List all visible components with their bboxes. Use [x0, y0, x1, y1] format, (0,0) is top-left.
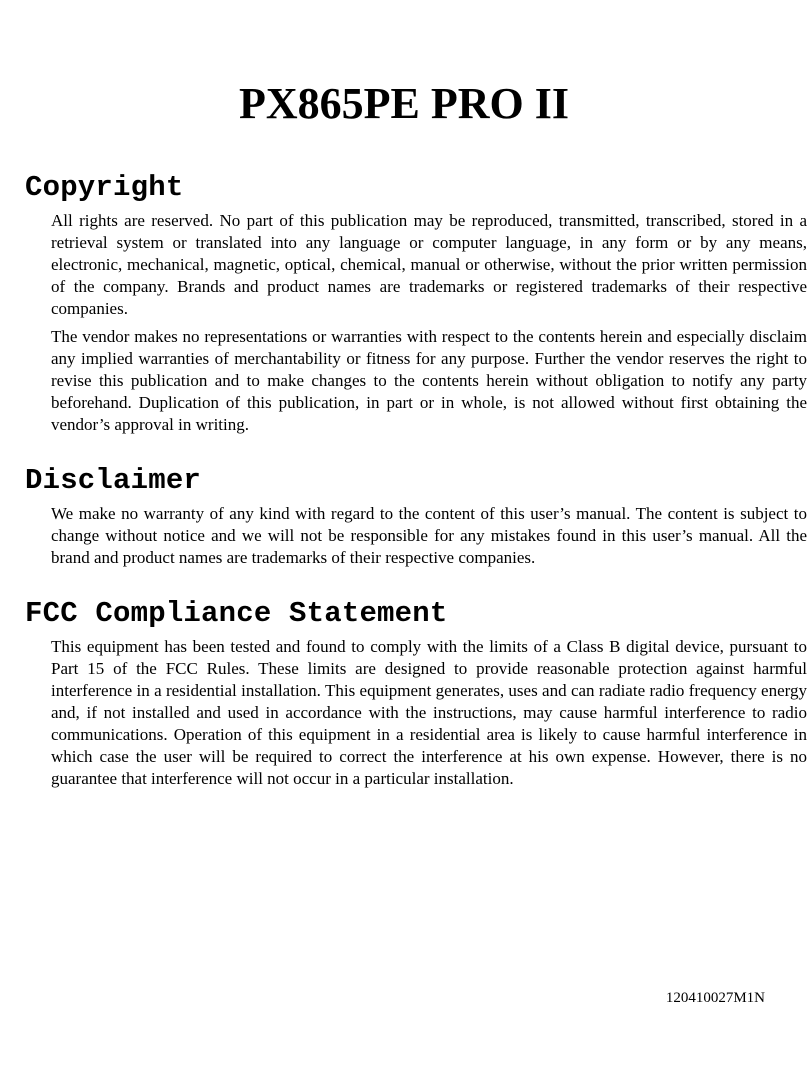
section-copyright: [25, 171, 807, 442]
section-disclaimer: [25, 464, 807, 575]
section-heading-fcc: FCC Compliance Statement: [25, 597, 448, 630]
section-fcc-compliance: [25, 597, 807, 796]
fcc-paragraph: This equipment has been tested and found to comply with the limits of a Class B digital device, pursuant to Part 15 of the FCC Rules. These limits are designed to provide reasonable protection against harmful interference in a residential installation. This equipment generates, uses and can radiate radio frequency energy and, if not installed and used in accordance with the instructions, may cause harmful interference to radio communications. Operation of this equipment in a residential area is likely to cause harmful interference in which case the user will be required to correct the interference at his own expense. However, there is no guarantee that interference will not occur in a particular installation.: [51, 637, 807, 788]
section-heading-disclaimer: Disclaimer: [25, 464, 202, 497]
page-title: PX865PE PRO II: [239, 79, 569, 128]
copyright-paragraph-1: All rights are reserved. No part of this publication may be reproduced, transmitted, transcribed, stored in a retrieval system or translated into any language or computer language, in any form or by any means, electronic, mechanical, magnetic, optical, chemical, manual or otherwise, without the prior written permission of the company. Brands and product names are trademarks or registered trademarks of their respective companies.: [51, 211, 807, 318]
copyright-paragraph-2: The vendor makes no representations or warranties with respect to the contents herein and especially disclaim any implied warranties of merchantability or fitness for any purpose. Further the vendor reserves the right to revise this publication and to make changes to the contents herein without obligation to notify any party beforehand. Duplication of this publication, in part or in whole, is not allowed without first obtaining the vendor’s approval in writing.: [51, 327, 807, 434]
disclaimer-paragraph: We make no warranty of any kind with regard to the content of this user’s manual. The content is subject to change without notice and we will not be responsible for any mistakes found in this user’s manual. All the brand and product names are trademarks of their respective companies.: [51, 504, 807, 567]
section-heading-copyright: Copyright: [25, 171, 184, 204]
document-code: 120410027M1N: [665, 990, 765, 1006]
